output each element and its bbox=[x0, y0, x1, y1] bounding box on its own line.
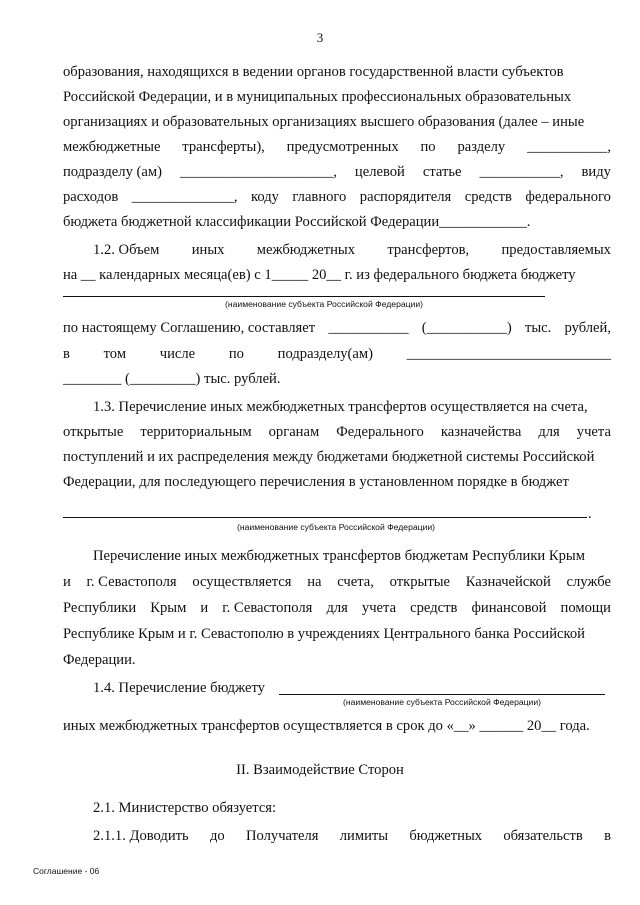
word: средств bbox=[410, 600, 458, 616]
word: Казначейской bbox=[465, 574, 551, 590]
text-line bbox=[63, 87, 611, 107]
word: открытые bbox=[389, 574, 450, 590]
word: счета, bbox=[337, 574, 374, 590]
section-heading: II. Взаимодействие Сторон bbox=[236, 762, 404, 778]
text-line bbox=[63, 318, 611, 338]
footer-label: Соглашение - 06 bbox=[33, 866, 100, 876]
text-line: 1.4. Перечисление бюджету bbox=[93, 680, 265, 696]
word: Федерального bbox=[336, 424, 424, 440]
text-line bbox=[63, 187, 611, 207]
text-line: иных межбюджетных трансфертов осуществляется в срок до «__» ______ 20__ года. bbox=[63, 718, 590, 734]
word: тыс. bbox=[524, 320, 552, 336]
word: коду bbox=[251, 189, 279, 205]
page-number: 3 bbox=[316, 30, 324, 45]
blank-line bbox=[279, 694, 605, 695]
word: учета bbox=[576, 424, 611, 440]
word: Получателя bbox=[245, 828, 319, 844]
word: рублей, bbox=[564, 320, 611, 336]
word: территориальным bbox=[140, 424, 252, 440]
blank-field: ___________, bbox=[479, 164, 564, 180]
word: межбюджетных bbox=[256, 242, 356, 258]
blank-line bbox=[63, 517, 587, 518]
text-line-content: Республике Крым и г. Севастополю в учреждениях Центрального банка Российской bbox=[63, 626, 585, 642]
text-line-content: организациях и образовательных организациях высшего образования (далее – иные bbox=[63, 114, 585, 130]
word: по настоящему Соглашению, составляет bbox=[63, 320, 316, 336]
word: по bbox=[420, 139, 436, 155]
blank-field: _____________________, bbox=[179, 164, 337, 180]
word: осуществляется bbox=[192, 574, 292, 590]
word: учета bbox=[361, 600, 397, 616]
word: Крым bbox=[150, 600, 187, 616]
word: подразделу(ам) bbox=[277, 346, 373, 362]
word: подразделу (ам) bbox=[63, 164, 162, 180]
word: помощи bbox=[560, 600, 611, 616]
text-line bbox=[63, 624, 611, 644]
text-line bbox=[63, 265, 611, 285]
blank-line bbox=[63, 296, 545, 297]
word: разделу bbox=[457, 139, 506, 155]
word: федерального bbox=[525, 189, 611, 205]
word: целевой bbox=[354, 164, 405, 180]
text-line bbox=[63, 162, 611, 182]
word: обязательств bbox=[503, 828, 583, 844]
text-line bbox=[63, 344, 611, 364]
word: Республики bbox=[63, 600, 137, 616]
word: предусмотренных bbox=[286, 139, 399, 155]
word: в bbox=[63, 346, 70, 362]
text-line bbox=[63, 572, 611, 592]
word: бюджетных bbox=[409, 828, 483, 844]
word: главного bbox=[292, 189, 347, 205]
text-line bbox=[63, 137, 611, 157]
word: 2.1.1. Доводить bbox=[93, 828, 189, 844]
text-line bbox=[93, 397, 611, 417]
word: по bbox=[228, 346, 244, 362]
text-line: 2.1. Министерство обязуется: bbox=[93, 800, 277, 816]
word: службе bbox=[566, 574, 611, 590]
word: статье bbox=[422, 164, 462, 180]
text-line bbox=[63, 447, 611, 467]
word: иных bbox=[191, 242, 225, 258]
word: расходов bbox=[63, 189, 119, 205]
word: г. Севастополя bbox=[86, 574, 177, 590]
word: предоставляемых bbox=[501, 242, 611, 258]
text-line-content: Перечисление иных межбюджетных трансфертов бюджетам Республики Крым bbox=[93, 548, 585, 564]
text-line bbox=[93, 826, 611, 846]
text-line-content: поступлений и их распределения между бюджетами бюджетной системы Российской bbox=[63, 449, 595, 465]
blank-field: ______________, bbox=[131, 189, 238, 205]
word: распорядителя bbox=[359, 189, 452, 205]
text-line-content: образования, находящихся в ведении органов государственной власти субъектов bbox=[63, 64, 564, 80]
field-caption: (наименование субъекта Российской Федерации) bbox=[343, 697, 542, 707]
word: трансфертов, bbox=[387, 242, 470, 258]
line-end-period: . bbox=[588, 506, 592, 522]
text-line bbox=[93, 546, 608, 566]
word: числе bbox=[159, 346, 196, 362]
text-line: Федерации. bbox=[63, 652, 136, 668]
text-line-content: на __ календарных месяца(ев) с 1_____ 20__ г. из федерального бюджета бюджету bbox=[63, 267, 576, 283]
word: 1.2. Объем bbox=[93, 242, 160, 258]
text-line-content: Российской Федерации, и в муниципальных профессиональных образовательных bbox=[63, 89, 572, 105]
word: финансовой bbox=[471, 600, 547, 616]
text-line bbox=[93, 240, 611, 260]
word: трансферты), bbox=[182, 139, 265, 155]
word: казначейства bbox=[440, 424, 522, 440]
blank-field: ___________, bbox=[527, 139, 611, 155]
text-line bbox=[63, 422, 611, 442]
field-caption: (наименование субъекта Российской Федерации) bbox=[237, 522, 436, 532]
field-caption: (наименование субъекта Российской Федерации) bbox=[225, 299, 424, 309]
text-line bbox=[63, 598, 611, 618]
blank-field: ____________________________ bbox=[406, 346, 611, 362]
word: для bbox=[326, 600, 348, 616]
word: и bbox=[200, 600, 209, 616]
text-line bbox=[63, 62, 611, 82]
word: лимиты bbox=[339, 828, 389, 844]
word: средств bbox=[464, 189, 512, 205]
text-line: бюджета бюджетной классификации Российской Федерации____________. bbox=[63, 214, 531, 230]
blank-field: ___________ bbox=[328, 320, 409, 336]
word: г. Севастополя bbox=[222, 600, 313, 616]
word: и bbox=[63, 574, 71, 590]
word: в bbox=[604, 828, 611, 844]
word: открытые bbox=[63, 424, 124, 440]
text-line: ________ (_________) тыс. рублей. bbox=[63, 371, 281, 387]
word: виду bbox=[581, 164, 611, 180]
text-line-content: 1.3. Перечисление иных межбюджетных трансфертов осуществляется на счета, bbox=[93, 399, 588, 415]
word: до bbox=[209, 828, 225, 844]
word: том bbox=[103, 346, 127, 362]
text-line bbox=[63, 112, 611, 132]
blank-field: (___________) bbox=[421, 320, 512, 336]
word: для bbox=[538, 424, 560, 440]
word: органам bbox=[268, 424, 320, 440]
word: межбюджетные bbox=[63, 139, 161, 155]
word: на bbox=[307, 574, 322, 590]
text-line: Федерации, для последующего перечисления в установленном порядке в бюджет bbox=[63, 474, 569, 490]
